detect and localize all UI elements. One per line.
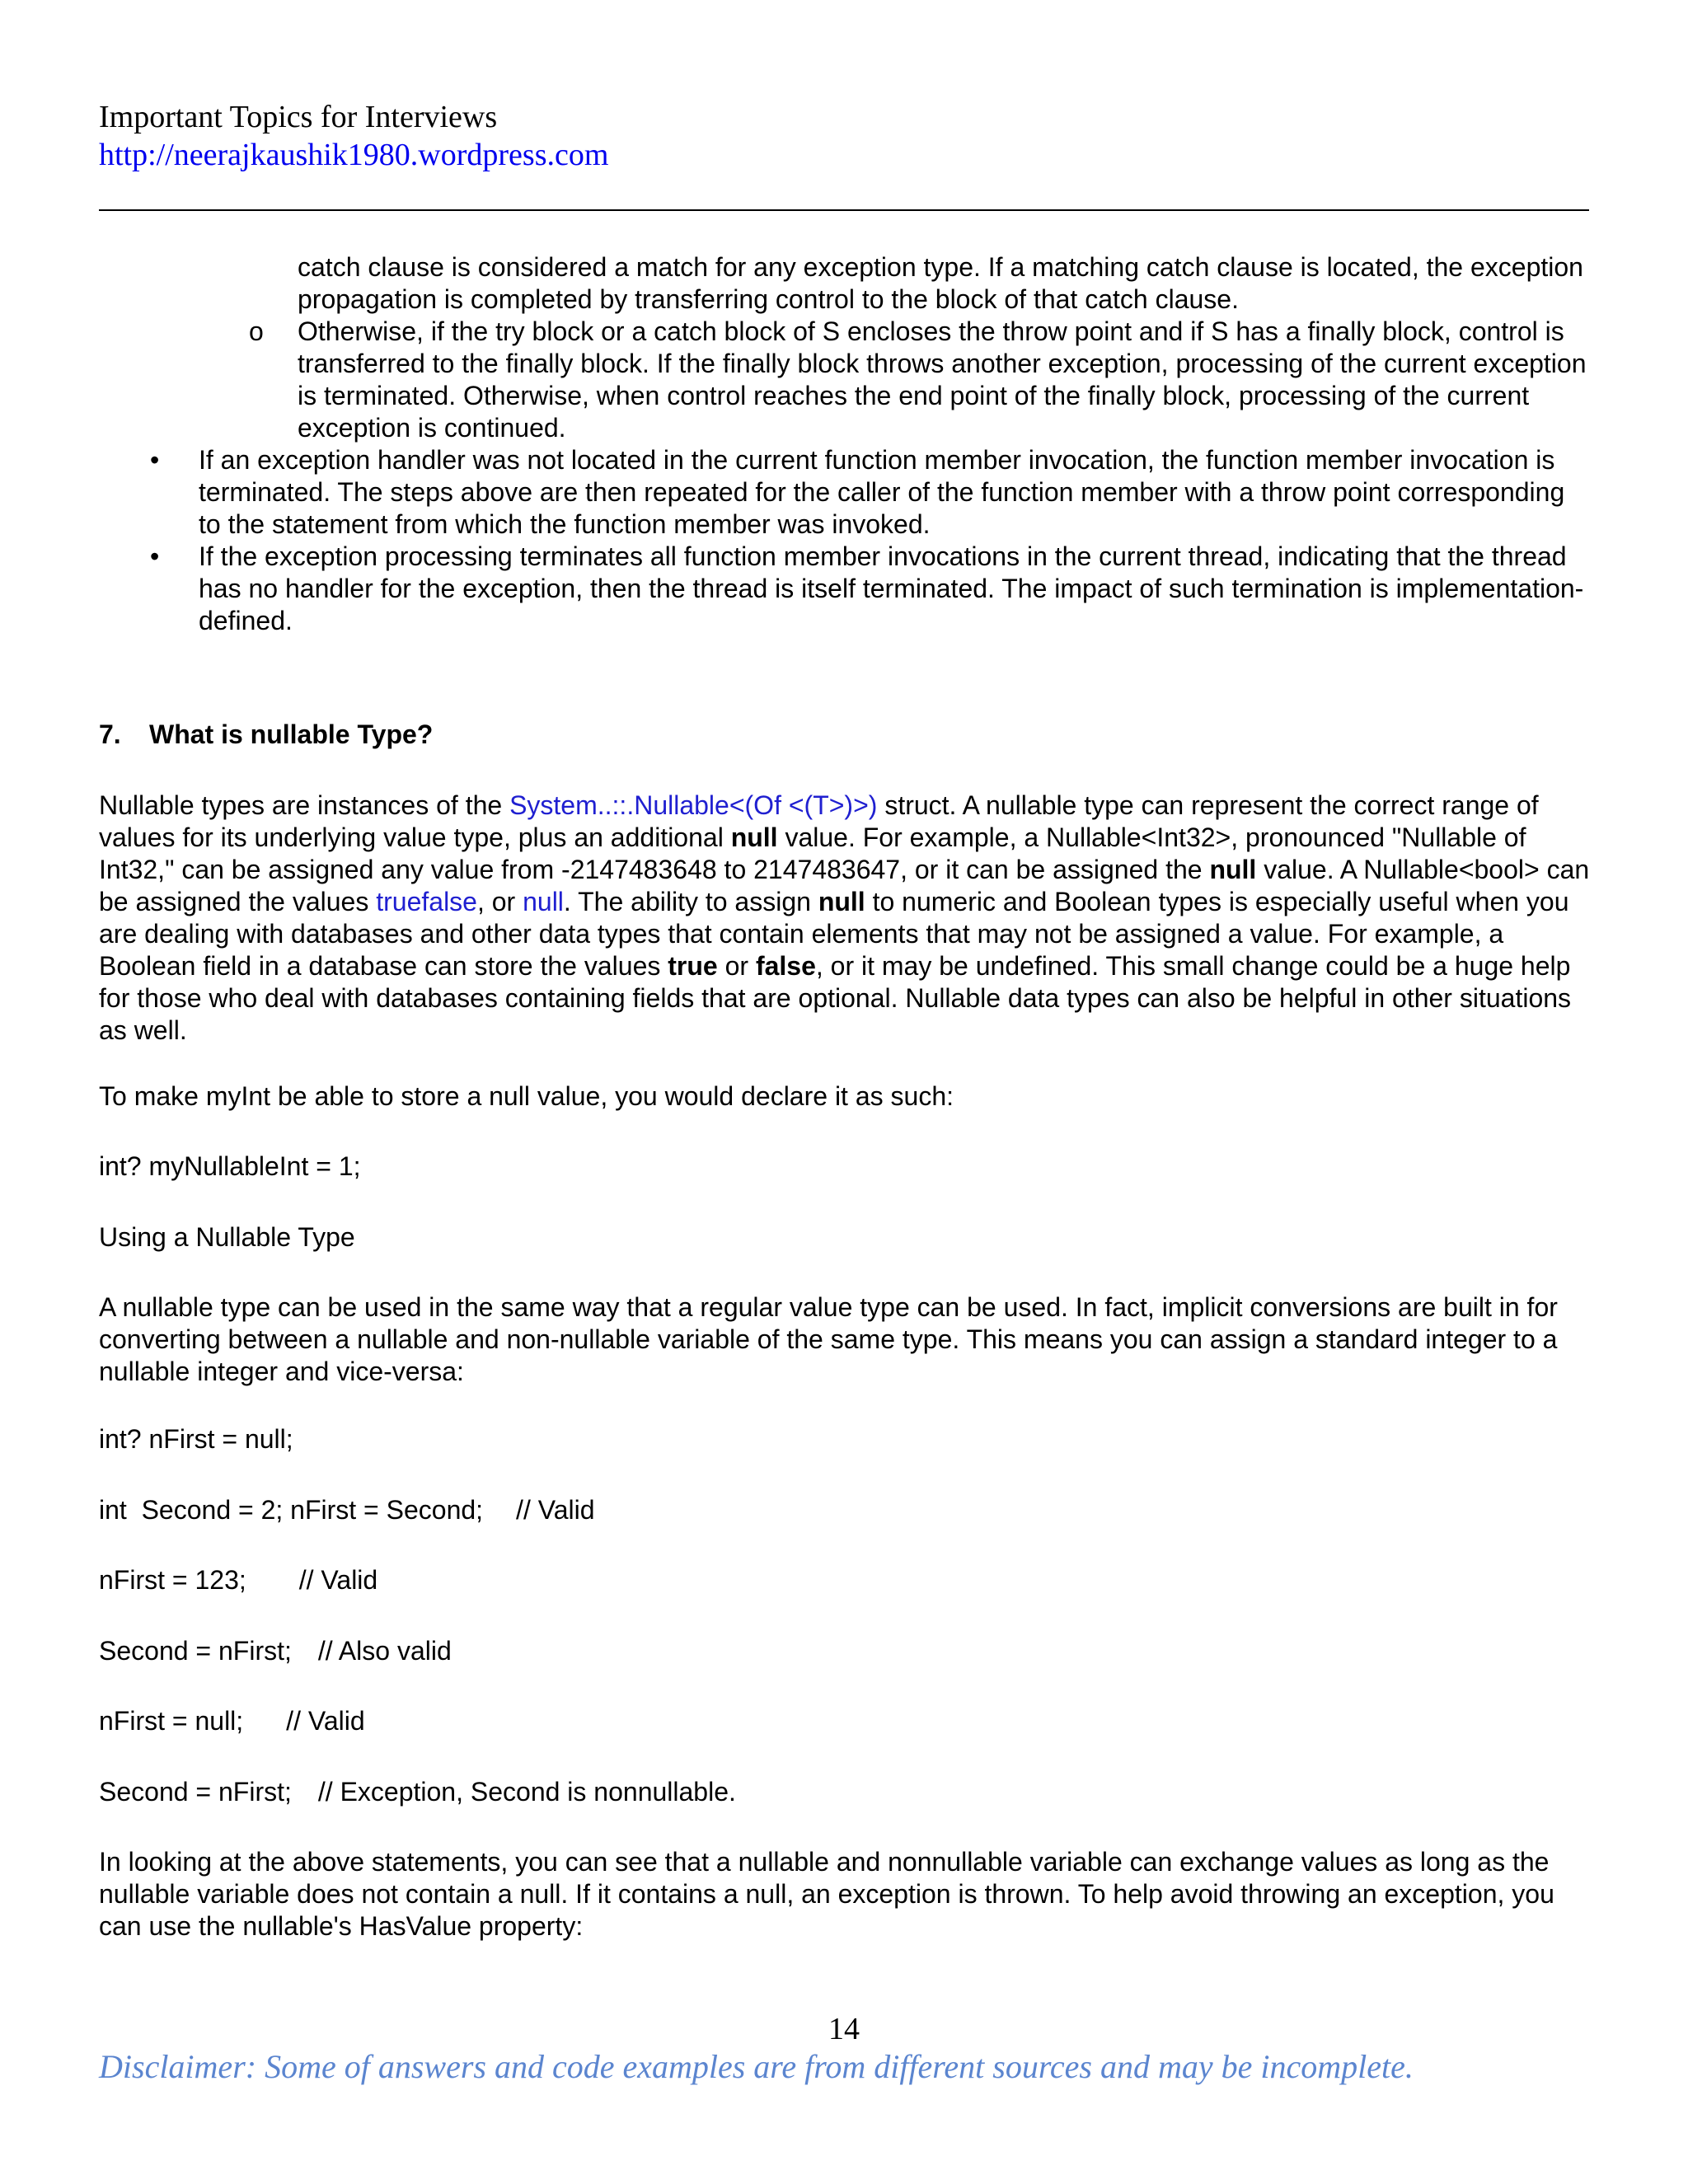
nullable-intro-paragraph: Nullable types are instances of the System..::.Nullable<(Of <(T>)>) struct. A nullable type can represent the correct range of values for its underlying value type, plus an additional null value. For example, a Nullable<Int32>, pronounced "Nullable of Int32," can be assigned any value from -2147483648 to 2147483647, or it can be assigned the null value. A Nullable<bool> can be assigned the values truefalse, or null. The ability to assign null to numeric and Boolean types is especially useful when you are dealing with databases and other data types that contain elements that may not be assigned a value. For example, a Boolean field in a database can store the values true or false, or it may be undefined. This small change could be a huge help for those who deal with databases containing fields that are optional. Nullable data types can also be helpful in other situations as well.: [99, 790, 1590, 1045]
code-line: int Second = 2; nFirst = Second; // Valid: [99, 1495, 595, 1525]
paragraph: In looking at the above statements, you can see that a nullable and nonnullable variable can exchange values as long as the nullable variable does not contain a null. If it contains a null, an exception is thrown. To help avoid throwing an exception, you can use the nullable's HasValue property:: [99, 1847, 1554, 1941]
paragraph: Using a Nullable Type: [99, 1222, 355, 1252]
paragraph: A nullable type can be used in the same way that a regular value type can be used. In fact, implicit conversions are built in for converting between a nullable and non-nullable variable of the same type. This means you can assign a standard integer to a nullable integer and vice-versa:: [99, 1292, 1558, 1386]
paragraph: To make myInt be able to store a null value, you would declare it as such:: [99, 1081, 954, 1111]
header-divider: [99, 209, 1589, 211]
code-line: Second = nFirst; // Exception, Second is nonnullable.: [99, 1777, 736, 1807]
code-line: int? myNullableInt = 1;: [99, 1151, 361, 1181]
null-link[interactable]: null: [523, 887, 564, 916]
truefalse-link[interactable]: truefalse: [376, 887, 477, 916]
code-comment: // Valid: [516, 1495, 595, 1525]
section-title: What is nullable Type?: [149, 719, 434, 749]
code-comment: // Exception, Second is nonnullable.: [317, 1777, 736, 1807]
code-comment: // Valid: [298, 1565, 378, 1595]
code-line: nFirst = 123; // Valid: [99, 1565, 378, 1595]
nullable-struct-link[interactable]: System..::.Nullable<(Of <(T>)>): [509, 790, 878, 820]
bullet-marker: •: [150, 541, 160, 571]
section-heading: [99, 719, 433, 751]
footer-disclaimer: Disclaimer: Some of answers and code examples are from different sources and may be incomplete.: [99, 2048, 1414, 2085]
header-title: Important Topics for Interviews: [99, 100, 498, 134]
code-line: int? nFirst = null;: [99, 1424, 293, 1454]
section-number: 7.: [99, 719, 121, 749]
header-url-link[interactable]: http://neerajkaushik1980.wordpress.com: [99, 138, 609, 172]
page-number: 14: [828, 2012, 860, 2046]
sub-item-continuation: catch clause is considered a match for any exception type. If a matching catch clause is located, the exception propagation is completed by transferring control to the block of that catch clause.: [298, 252, 1583, 314]
code-comment: // Valid: [286, 1706, 365, 1736]
bullet-marker: •: [150, 445, 160, 475]
bullet-item: If the exception processing terminates all function member invocations in the current thread, indicating that the thread has no handler for the exception, then the thread is itself terminated. The impact of such termination is implementation-defined.: [199, 541, 1584, 635]
sub-bullet-marker: o: [249, 316, 264, 346]
code-line: nFirst = null; // Valid: [99, 1706, 365, 1736]
sub-list-item: Otherwise, if the try block or a catch block of S encloses the throw point and if S has a finally block, control is transferred to the finally block. If the finally block throws another exception, processing of the current exception is terminated. Otherwise, when control reaches the end point of the finally block, processing of the current exception is continued.: [298, 316, 1587, 443]
code-line: Second = nFirst; // Also valid: [99, 1636, 452, 1666]
bullet-item: If an exception handler was not located in the current function member invocation, the function member invocation is terminated. The steps above are then repeated for the caller of the function member with a throw point corresponding to the statement from which the function member was invoked.: [199, 445, 1565, 539]
code-comment: // Also valid: [317, 1636, 452, 1666]
